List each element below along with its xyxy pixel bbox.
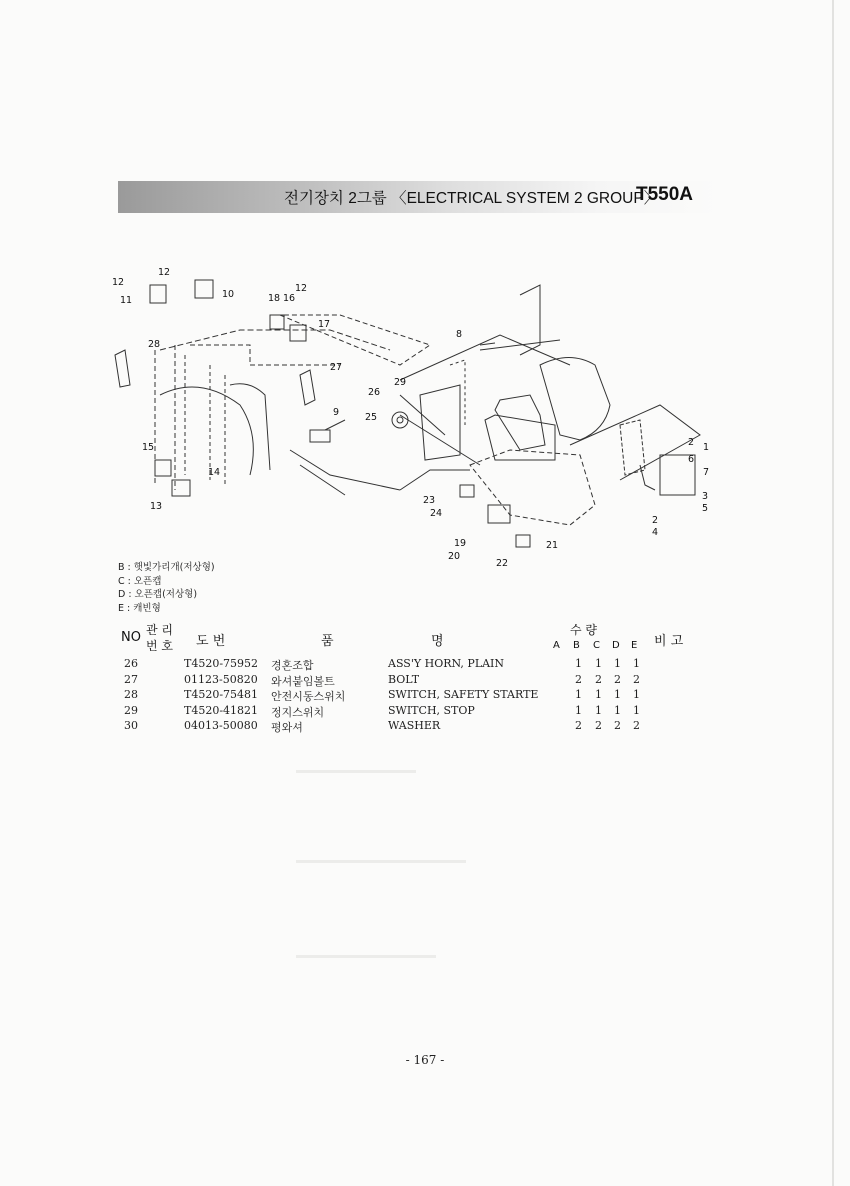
row-qty-e: 1 <box>633 657 640 670</box>
row-qty-d: 1 <box>614 688 621 701</box>
faint-show-through <box>296 860 466 863</box>
model-legend <box>118 561 215 615</box>
row-no: 28 <box>124 688 138 701</box>
header-drawing-no: 도 번 <box>196 634 226 649</box>
row-name-korean: 안전시동스위치 <box>271 690 346 703</box>
callout-8: 8 <box>456 329 463 340</box>
legend-item-c: C : 오픈캡 <box>118 575 162 587</box>
callout-2a: 2 <box>688 437 695 448</box>
parts-table-header <box>118 621 718 655</box>
callout-15: 14 <box>208 467 221 478</box>
header-qty-b: B <box>573 640 580 651</box>
header-mgmt-top: 관 리 <box>146 623 173 637</box>
row-qty-b: 1 <box>575 703 582 717</box>
faint-show-through <box>296 955 436 958</box>
table-row <box>118 719 718 735</box>
row-qty-e: 2 <box>633 672 640 686</box>
row-qty-c: 1 <box>595 657 602 670</box>
row-qty-d: 2 <box>614 719 621 732</box>
row-part-number: T4520-75952 <box>184 657 259 670</box>
parts-table-body <box>118 657 718 735</box>
table-row <box>118 657 718 673</box>
table-row <box>118 688 718 704</box>
header-qty-d: D <box>612 640 620 651</box>
row-qty-b: 2 <box>575 719 582 732</box>
faint-show-through <box>296 770 416 773</box>
row-qty-b: 1 <box>575 657 582 670</box>
row-no: 30 <box>124 719 138 732</box>
callout-22: 21 <box>546 540 559 551</box>
row-qty-c: 1 <box>595 688 602 701</box>
callout-26: 25 <box>365 412 378 423</box>
header-qty-c: C <box>593 640 600 651</box>
callout-18: 17 <box>318 319 331 330</box>
callout-17: 16 <box>283 293 296 304</box>
callout-12a: 12 <box>112 277 125 288</box>
callout-30: 29 <box>394 377 407 388</box>
callout-20: 19 <box>454 538 467 549</box>
header-qty-e: E <box>631 640 638 651</box>
row-part-number: 01123-50820 <box>184 672 258 686</box>
page-number: - 167 - <box>405 1053 445 1067</box>
row-part-number: T4520-41821 <box>184 703 259 717</box>
callout-labels <box>112 267 709 569</box>
row-qty-c: 1 <box>595 703 602 717</box>
row-qty-e: 1 <box>633 688 640 701</box>
callout-16: 15 <box>142 442 155 453</box>
row-name-korean: 정지스위치 <box>271 705 325 719</box>
row-name-korean: 평와셔 <box>271 721 303 734</box>
callout-13: 12 <box>158 267 171 278</box>
row-no: 26 <box>124 657 138 670</box>
row-qty-c: 2 <box>595 672 602 686</box>
row-qty-d: 1 <box>614 657 621 670</box>
callout-21: 20 <box>448 551 461 562</box>
callout-4: 4 <box>652 527 659 538</box>
legend-item-e: E : 캐빈형 <box>118 602 161 614</box>
table-row <box>118 704 718 720</box>
callout-5: 5 <box>702 503 709 514</box>
callout-24: 23 <box>423 495 436 506</box>
row-qty-c: 2 <box>595 719 602 732</box>
legend-item-b: B : 햇빛가리개(저상형) <box>118 562 215 573</box>
row-no: 27 <box>124 672 138 686</box>
model-code: T550A <box>636 184 694 205</box>
callout-2b: 2 <box>652 515 659 526</box>
callout-28: 27 <box>330 362 343 373</box>
header-mgmt-bottom: 번 호 <box>146 639 173 653</box>
callout-1: 1 <box>703 442 710 453</box>
table-row <box>118 673 718 689</box>
row-qty-d: 2 <box>614 672 621 686</box>
section-title: 전기장치 2그룹 〈ELECTRICAL SYSTEM 2 GROUP〉 <box>284 190 660 207</box>
callout-7: 7 <box>703 467 710 478</box>
row-name-korean: 경혼조합 <box>271 659 314 672</box>
callout-12b: 12 <box>295 283 308 294</box>
legend-item-d: D : 오픈캡(저상형) <box>118 589 198 600</box>
callout-10: 10 <box>222 289 235 300</box>
callout-6: 6 <box>688 454 695 465</box>
exploded-view-drawing <box>100 255 740 575</box>
callout-29: 28 <box>148 339 161 350</box>
row-qty-e: 1 <box>633 703 640 717</box>
header-no: NO <box>121 630 141 645</box>
header-name-b: 명 <box>431 634 444 649</box>
row-qty-b: 1 <box>575 688 582 701</box>
row-name-english: SWITCH, SAFETY STARTE <box>388 688 539 701</box>
row-name-korean: 와셔붙임볼트 <box>271 674 335 688</box>
header-name-a: 품 <box>321 634 334 649</box>
row-no: 29 <box>124 703 138 717</box>
header-qty: 수 량 <box>570 623 597 637</box>
callout-27: 26 <box>368 387 381 398</box>
row-name-english: BOLT <box>388 672 420 686</box>
header-note: 비 고 <box>654 634 684 649</box>
callout-14: 13 <box>150 501 163 512</box>
callout-9: 9 <box>333 407 340 418</box>
row-name-english: SWITCH, STOP <box>388 703 475 717</box>
parts-diagram <box>100 255 740 575</box>
row-part-number: 04013-50080 <box>184 719 258 732</box>
callout-23: 22 <box>496 558 509 569</box>
page-edge <box>832 0 834 1186</box>
callout-25: 24 <box>430 508 443 519</box>
callout-3: 3 <box>702 491 709 502</box>
row-name-english: ASS'Y HORN, PLAIN <box>388 657 505 670</box>
row-qty-d: 1 <box>614 703 621 717</box>
header-qty-a: A <box>553 640 560 651</box>
row-part-number: T4520-75481 <box>184 688 259 701</box>
callout-11: 11 <box>120 295 133 306</box>
row-qty-e: 2 <box>633 719 640 732</box>
row-qty-b: 2 <box>575 672 582 686</box>
callout-19: 18 <box>268 293 281 304</box>
row-name-english: WASHER <box>388 719 441 732</box>
